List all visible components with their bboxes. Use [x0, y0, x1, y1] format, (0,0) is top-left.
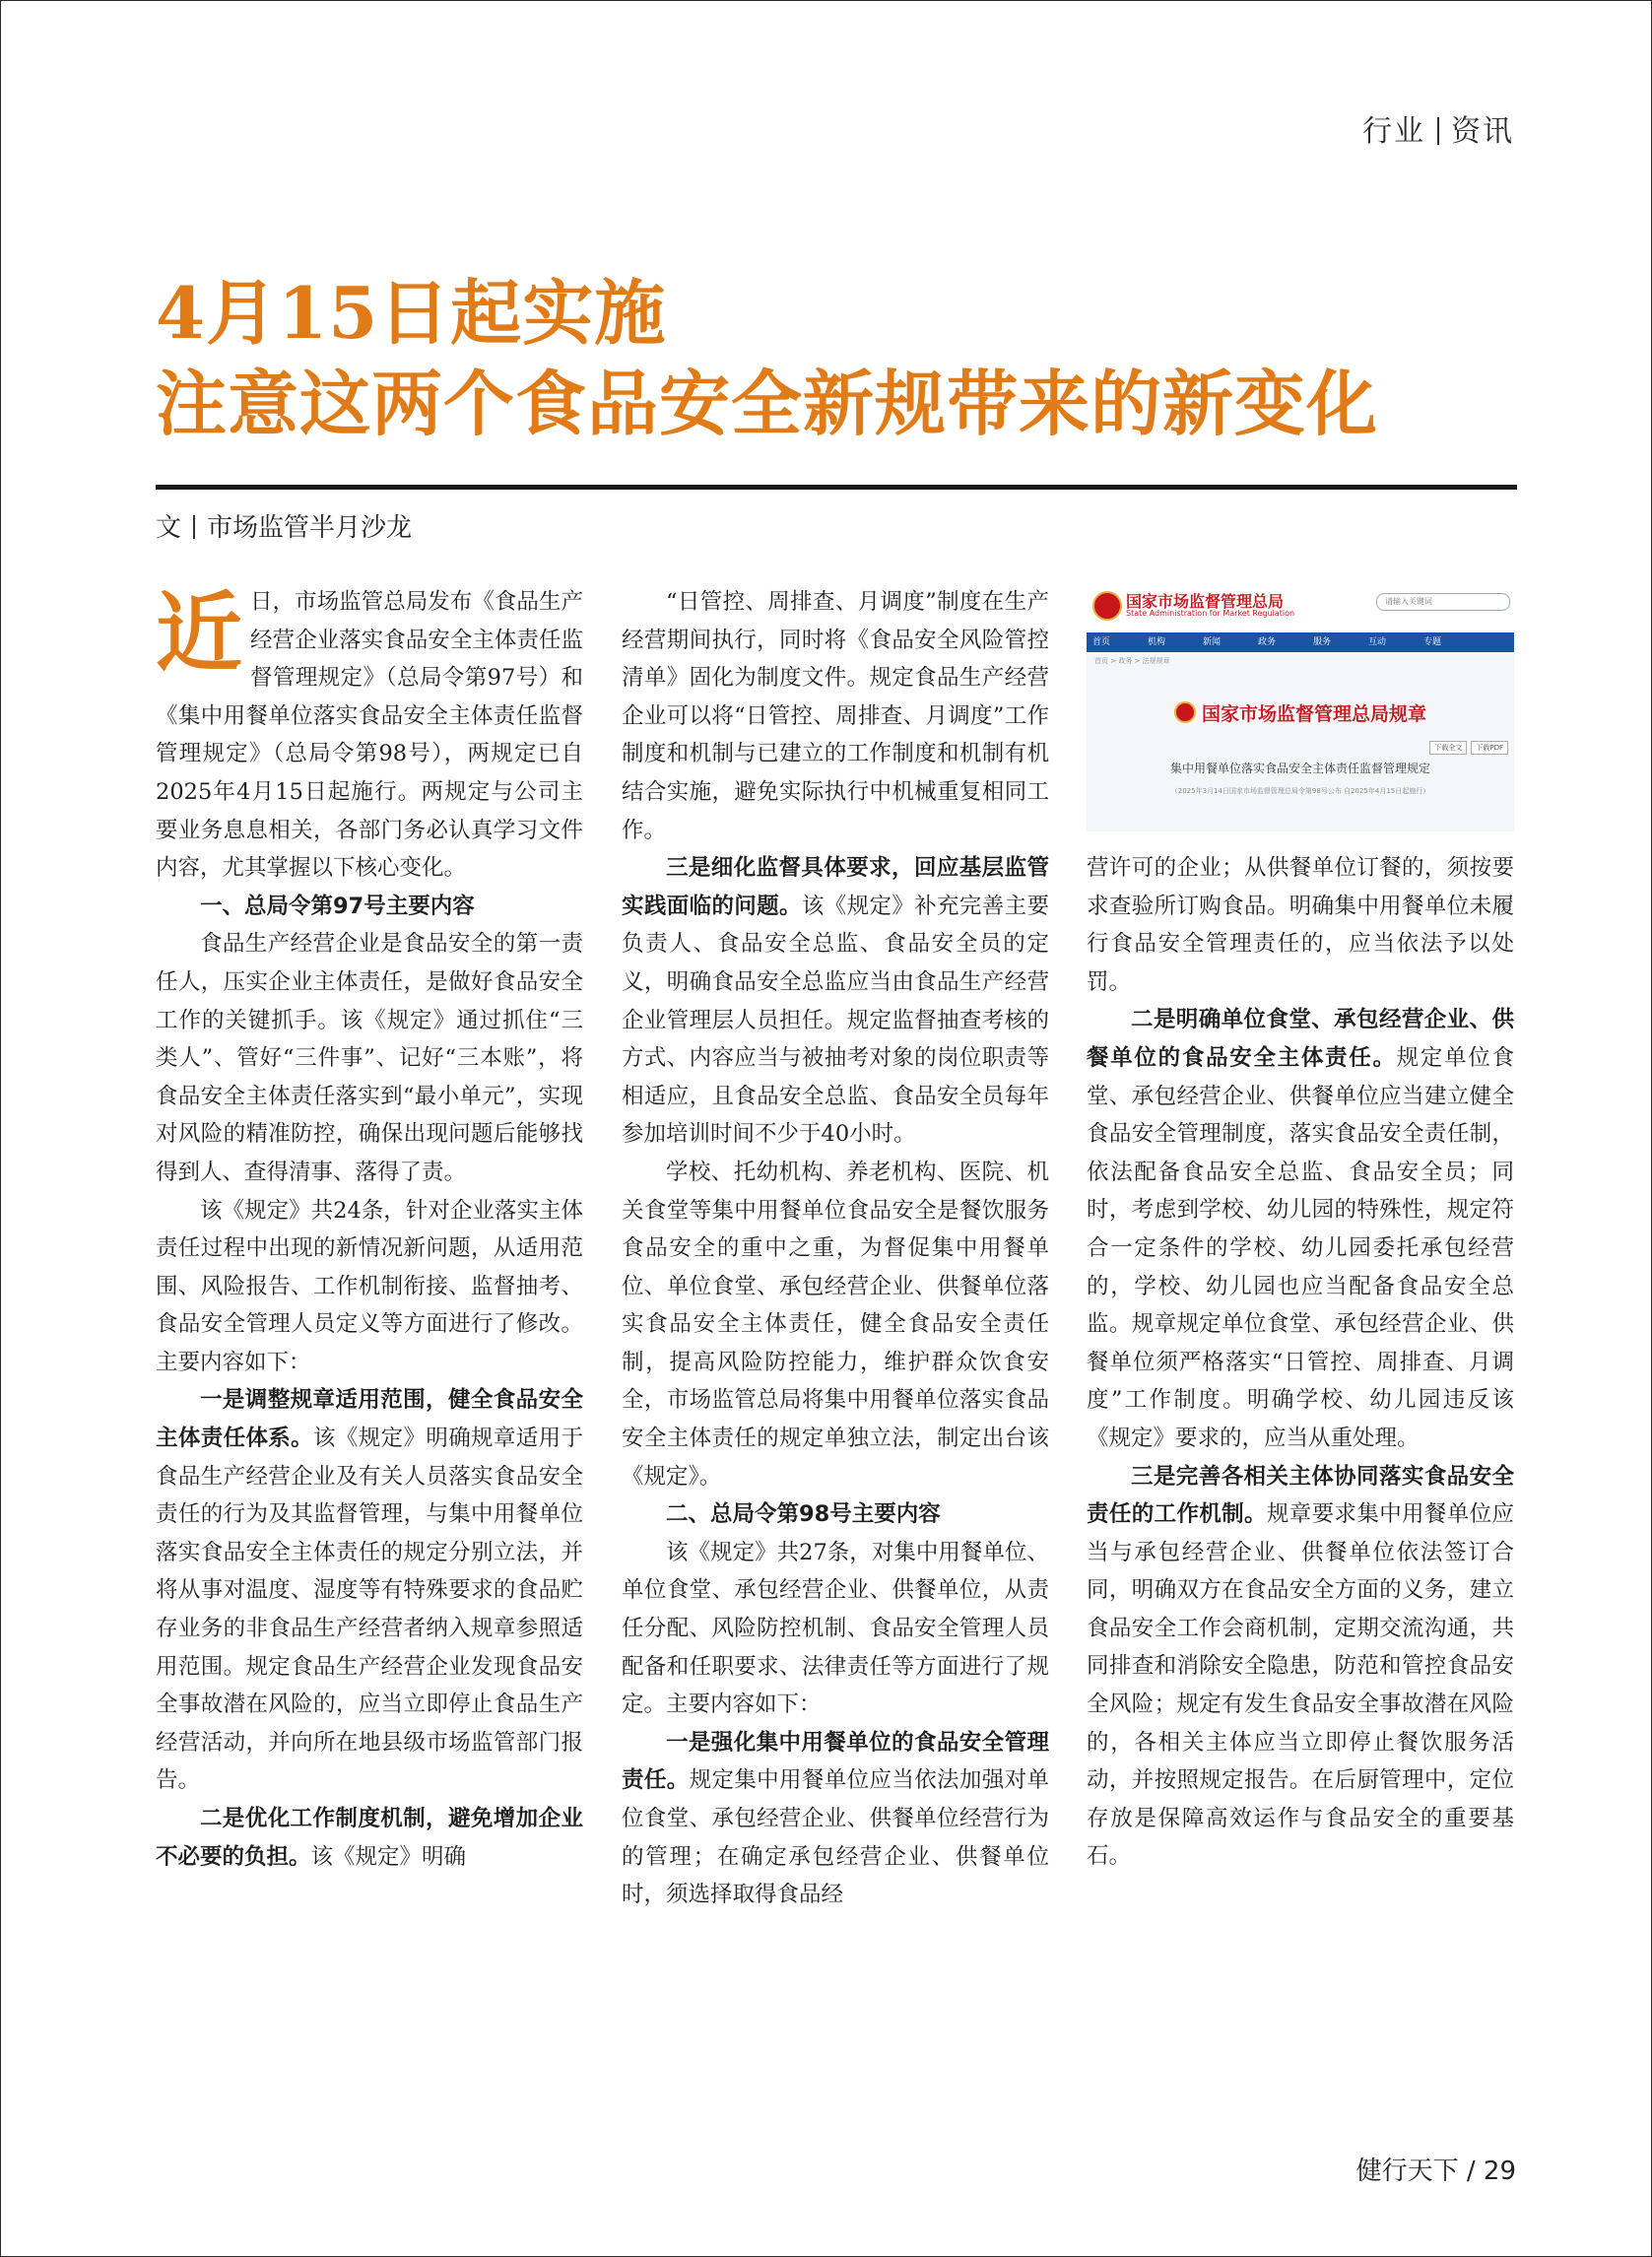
intro-paragraph [156, 583, 583, 888]
paragraph-text: 规定单位食堂、承包经营企业、供餐单位应当建立健全食品安全管理制度，落实食品安全责任制，依法配备食品安全总监、食品安全员；同时，考虑到学校、幼儿园的特殊性，规定符合一定条件的学校、幼儿园委托承包经营的，学校、幼儿园也应当配备食品安全总监。规章规定单位食堂、承包经营企业、供餐单位须严格落实“日管控、周排查、月调度”工作制度。明确学校、幼儿园违反该《规定》要求的，应当从重处理。 [1087, 1044, 1514, 1451]
emblem-icon [1174, 701, 1196, 723]
site-nav-item: 政务 [1258, 637, 1277, 647]
paragraph-text: 规章要求集中用餐单位应当与承包经营企业、供餐单位依法签订合同，明确双方在食品安全方面的义务，建立食品安全工作会商机制，定期交流沟通，共同排查和消除安全隐患，防范和管控食品安全风险；规定有发生食品安全事故潜在风险的，各相关主体应当立即停止餐饮服务活动，并按照规定报告。在后厨管理中，定位存放是保障高效运作与食品安全的重要基石。 [1087, 1501, 1514, 1870]
byline-label: 文 [156, 513, 182, 543]
page-footer [1356, 2151, 1516, 2187]
site-nav-item: 服务 [1313, 637, 1332, 647]
site-breadcrumb: 首页 > 政务 > 法规规章 [1094, 657, 1170, 665]
subheading-98: 二、总局令第98号主要内容 [666, 1501, 941, 1528]
bold-lead: 二是明确单位食堂、承包经营企业、供餐单位的食品安全主体责任。 [1087, 1007, 1514, 1071]
regulation-banner [1087, 699, 1514, 726]
byline-divider [193, 515, 195, 539]
regulation-website-screenshot [1087, 583, 1514, 831]
subheading-97: 一、总局令第97号主要内容 [200, 893, 475, 919]
section-tag [1362, 106, 1514, 150]
site-nav-item: 互动 [1368, 637, 1387, 647]
headline-line-1: 4月15日起实施 [156, 271, 667, 355]
site-nav-item: 专题 [1423, 637, 1442, 647]
section-tag-divider [1437, 117, 1439, 145]
paragraph [156, 1800, 583, 1876]
site-nav-item: 首页 [1092, 637, 1111, 647]
bold-lead: 三是完善各相关主体协同落实食品安全责任的工作机制。 [1087, 1463, 1514, 1528]
headline [156, 268, 1535, 449]
paragraph: 食品生产经营企业是食品安全的第一责任人，压实企业主体责任，是做好食品安全工作的关键抓手。该《规定》通过抓住“三类人”、管好“三件事”、记好“三本账”，将食品安全主体责任落实到“最小单元”，实现对风险的精准防控，确保出现问题后能够找得到人、查得清事、落得了责。 [156, 931, 583, 1185]
paragraph [156, 1381, 583, 1800]
headline-line-2: 注意这两个食品安全新规带来的新变化 [156, 362, 1379, 445]
download-buttons [1425, 741, 1508, 755]
paragraph: 该《规定》共27条，对集中用餐单位、单位食堂、承包经营企业、供餐单位，从责任分配、风险防控机制、食品安全管理人员配备和任职要求、法律责任等方面进行了规定。主要内容如下： [622, 1539, 1049, 1718]
bold-lead: 二是优化工作制度机制，避免增加企业不必要的负担。 [156, 1806, 583, 1870]
paragraph [1087, 1001, 1514, 1457]
article-column-3 [1087, 849, 1514, 1876]
byline-author: 市场监管半月沙龙 [207, 513, 413, 543]
magazine-name: 健行天下 [1355, 2157, 1459, 2186]
paragraph: 营许可的企业；从供餐单位订餐的，须按要求查验所订购食品。明确集中用餐单位未履行食品安全管理责任的，应当依法予以处罚。 [1087, 855, 1514, 995]
paragraph: “日管控、周排查、月调度”制度在生产经营期间执行，同时将《食品安全风险管控清单》固化为制度文件。规定食品生产经营企业可以将“日管控、周排查、月调度”工作制度和机制与已建立的工作制度和机制有机结合实施，避免实际执行中机械重复相同工作。 [622, 589, 1049, 843]
paragraph [622, 1724, 1049, 1914]
regulation-title: 集中用餐单位落实食品安全主体责任监督管理规定 [1169, 762, 1430, 775]
paragraph-text: 该《规定》明确 [310, 1843, 467, 1870]
site-nav-item: 机构 [1148, 637, 1166, 647]
site-nav-item: 新闻 [1203, 637, 1222, 647]
paragraph-text: 规定集中用餐单位应当依法加强对单位食堂、承包经营企业、供餐单位经营行为的管理；在确定承包经营企业、供餐单位时，须选择取得食品经 [622, 1767, 1049, 1908]
paragraph: 学校、托幼机构、养老机构、医院、机关食堂等集中用餐单位食品安全是餐饮服务食品安全的重中之重，为督促集中用餐单位、单位食堂、承包经营企业、供餐单位落实食品安全主体责任，健全食品安全责任制，提高风险防控能力，维护群众饮食安全，市场监管总局将集中用餐单位落实食品安全主体责任的规定单独立法，制定出台该《规定》。 [622, 1159, 1049, 1490]
section-tag-left: 行业 [1362, 114, 1425, 149]
regulation-banner-text: 国家市场监督管理总局规章 [1201, 703, 1426, 725]
byline [156, 507, 412, 544]
article-column-1 [156, 583, 583, 1876]
site-nav [1087, 632, 1514, 652]
paragraph-text: 该《规定》明确规章适用于食品生产经营企业及有关人员落实食品安全责任的行为及其监督管理，与集中用餐单位落实食品安全主体责任的规定分别立法，并将从事对温度、湿度等有特殊要求的食品贮存业务的非食品生产经营者纳入规章参照适用范围。规定食品生产经营企业发现食品安全事故潜在风险的，应当立即停止食品生产经营活动，并向所在地县级市场监管部门报告。 [156, 1426, 583, 1794]
article-column-2 [622, 583, 1049, 1914]
national-emblem-icon [1092, 591, 1122, 621]
download-pdf-button: 下载PDF [1471, 741, 1508, 755]
headline-rule [156, 485, 1517, 490]
paragraph [1087, 1458, 1514, 1877]
site-search-box: 请输入关键词 [1376, 593, 1510, 611]
paragraph-text: 该《规定》补充完善主要负责人、食品安全总监、食品安全员的定义，明确食品安全总监应当由食品生产经营企业管理层人员担任。规定监督抽查考核的方式、内容应当与被抽考对象的岗位职责等相适应，且食品安全总监、食品安全员每年参加培训时间不少于40小时。 [622, 893, 1049, 1148]
section-tag-right: 资讯 [1451, 114, 1514, 149]
bold-lead: 一是强化集中用餐单位的食品安全管理责任。 [622, 1729, 1049, 1794]
site-name: 国家市场监督管理总局 [1126, 592, 1285, 611]
footer-separator: / [1466, 2157, 1476, 2186]
paragraph: 该《规定》共24条，针对企业落实主体责任过程中出现的新情况新问题，从适用范围、风险报告、工作机制衔接、监督抽考、食品安全管理人员定义等方面进行了修改。主要内容如下： [156, 1197, 583, 1375]
page-number: 29 [1483, 2157, 1516, 2186]
bold-lead: 三是细化监督具体要求，回应基层监管实践面临的问题。 [622, 855, 1049, 919]
regulation-note: （2025年3月14日国家市场监督管理总局令第98号公布 自2025年4月15日起施行） [1170, 787, 1430, 795]
dropcap: 近 [156, 581, 243, 684]
bold-lead: 一是调整规章适用范围，健全食品安全主体责任体系。 [156, 1387, 583, 1452]
intro-text: 日，市场监管总局发布《食品生产经营企业落实食品安全主体责任监督管理规定》（总局令第97号）和《集中用餐单位落实食品安全主体责任监督管理规定》（总局令第98号），两规定已自2025年4月15日起施行。两规定与公司主要业务息息相关，各部门务必认真学习文件内容，尤其掌握以下核心变化。 [156, 589, 583, 882]
download-full-button: 下载全文 [1429, 741, 1467, 755]
site-header [1087, 583, 1514, 632]
paragraph [622, 849, 1049, 1154]
site-name-en: State Administration for Market Regulation [1126, 609, 1295, 618]
